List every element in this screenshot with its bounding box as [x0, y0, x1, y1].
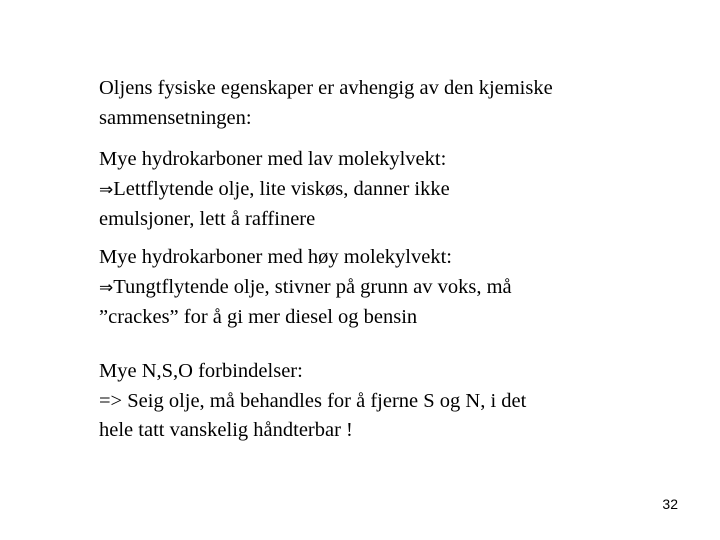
text-block-nso-compounds	[99, 357, 659, 446]
implies-arrow-icon: ⇒	[99, 179, 114, 200]
page-number: 32	[662, 496, 678, 512]
text-line-content: Lettflytende olje, lite viskøs, danner ikke	[113, 177, 450, 200]
text-line: ”crackes” for å gi mer diesel og bensin	[99, 306, 418, 328]
text-line	[99, 175, 659, 206]
text-line: Mye hydrokarboner med høy molekylvekt:	[99, 246, 452, 268]
implies-arrow-icon: ⇒	[99, 277, 114, 298]
text-line: emulsjoner, lett å raffinere	[99, 208, 316, 230]
text-line: sammensetningen:	[99, 106, 252, 129]
text-block-composition	[99, 74, 659, 133]
text-block-low-molecular-weight	[99, 145, 659, 235]
text-line-content: Tungtflytende olje, stivner på grunn av voks, må	[113, 275, 512, 298]
text-line: => Seig olje, må behandles for å fjerne S og N, i det	[99, 389, 527, 412]
text-line: Mye hydrokarboner med lav molekylvekt:	[99, 148, 447, 170]
text-line: Mye N,S,O forbindelser:	[99, 360, 303, 382]
text-line	[99, 273, 659, 304]
text-line: hele tatt vanskelig håndterbar !	[99, 419, 353, 441]
text-block-high-molecular-weight	[99, 243, 659, 333]
text-line: Oljens fysiske egenskaper er avhengig av den kjemiske	[99, 77, 553, 99]
